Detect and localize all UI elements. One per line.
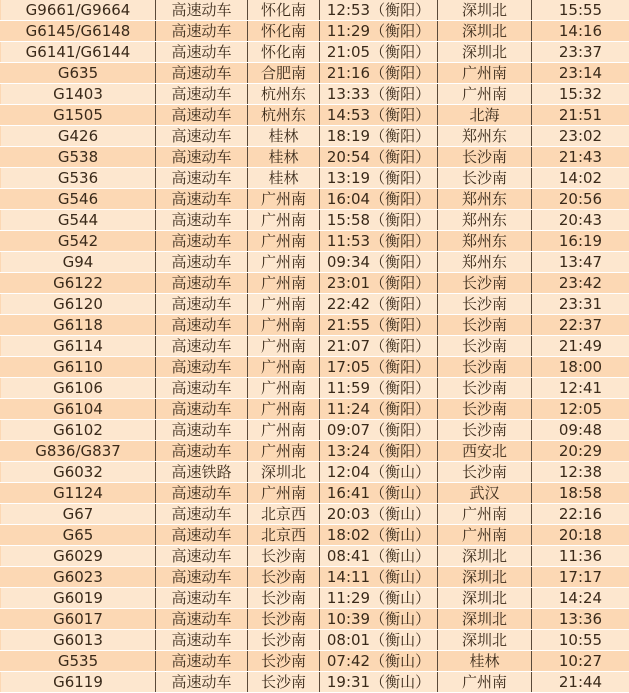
origin-station-cell: 桂林 [248,126,320,147]
arrival-time-cell: 21:51 [532,105,629,126]
arrival-time-cell: 20:29 [532,441,629,462]
train-type-cell: 高速动车 [156,147,248,168]
train-number-cell: G6032 [1,462,156,483]
stop-time-cell: 11:29（衡阳） [320,21,438,42]
table-row [1,147,629,168]
train-number-cell: G6110 [1,357,156,378]
destination-station-cell: 广州南 [438,672,532,693]
arrival-time-cell: 14:02 [532,168,629,189]
stop-time-cell: 21:55（衡阳） [320,315,438,336]
arrival-time-cell: 11:36 [532,546,629,567]
train-number-cell: G6013 [1,630,156,651]
train-type-cell: 高速动车 [156,336,248,357]
origin-station-cell: 北京西 [248,525,320,546]
arrival-time-cell: 23:14 [532,63,629,84]
train-type-cell: 高速动车 [156,63,248,84]
arrival-time-cell: 12:38 [532,462,629,483]
origin-station-cell: 桂林 [248,147,320,168]
train-number-cell: G6017 [1,609,156,630]
table-row [1,21,629,42]
train-number-cell: G6102 [1,420,156,441]
train-type-cell: 高速动车 [156,189,248,210]
destination-station-cell: 长沙南 [438,420,532,441]
train-number-cell: G836/G837 [1,441,156,462]
arrival-time-cell: 10:27 [532,651,629,672]
table-row [1,84,629,105]
timetable-body [1,0,629,693]
arrival-time-cell: 15:32 [532,84,629,105]
origin-station-cell: 广州南 [248,399,320,420]
arrival-time-cell: 20:56 [532,189,629,210]
train-type-cell: 高速动车 [156,504,248,525]
destination-station-cell: 长沙南 [438,294,532,315]
destination-station-cell: 长沙南 [438,273,532,294]
table-row [1,294,629,315]
train-type-cell: 高速动车 [156,378,248,399]
origin-station-cell: 广州南 [248,210,320,231]
train-type-cell: 高速动车 [156,525,248,546]
table-row [1,588,629,609]
origin-station-cell: 广州南 [248,252,320,273]
stop-time-cell: 21:05（衡阳） [320,42,438,63]
origin-station-cell: 北京西 [248,504,320,525]
destination-station-cell: 西安北 [438,441,532,462]
train-type-cell: 高速动车 [156,210,248,231]
train-type-cell: 高速动车 [156,273,248,294]
arrival-time-cell: 16:19 [532,231,629,252]
destination-station-cell: 深圳北 [438,630,532,651]
stop-time-cell: 12:04（衡山） [320,462,438,483]
stop-time-cell: 11:24（衡阳） [320,399,438,420]
train-type-cell: 高速动车 [156,126,248,147]
origin-station-cell: 长沙南 [248,546,320,567]
stop-time-cell: 11:59（衡阳） [320,378,438,399]
train-type-cell: 高速动车 [156,231,248,252]
train-number-cell: G6141/G6144 [1,42,156,63]
arrival-time-cell: 13:36 [532,609,629,630]
origin-station-cell: 怀化南 [248,42,320,63]
arrival-time-cell: 20:43 [532,210,629,231]
train-type-cell: 高速动车 [156,21,248,42]
destination-station-cell: 广州南 [438,63,532,84]
arrival-time-cell: 14:24 [532,588,629,609]
table-row [1,567,629,588]
arrival-time-cell: 14:16 [532,21,629,42]
table-row [1,126,629,147]
table-row [1,189,629,210]
arrival-time-cell: 10:55 [532,630,629,651]
train-type-cell: 高速动车 [156,483,248,504]
train-type-cell: 高速动车 [156,567,248,588]
destination-station-cell: 郑州东 [438,189,532,210]
origin-station-cell: 广州南 [248,273,320,294]
train-number-cell: G426 [1,126,156,147]
train-number-cell: G65 [1,525,156,546]
destination-station-cell: 桂林 [438,651,532,672]
destination-station-cell: 深圳北 [438,588,532,609]
stop-time-cell: 09:07（衡阳） [320,420,438,441]
train-number-cell: G9661/G9664 [1,0,156,21]
train-number-cell: G546 [1,189,156,210]
arrival-time-cell: 21:44 [532,672,629,693]
train-type-cell: 高速动车 [156,441,248,462]
train-type-cell: 高速动车 [156,315,248,336]
destination-station-cell: 北海 [438,105,532,126]
train-type-cell: 高速铁路 [156,462,248,483]
train-number-cell: G6104 [1,399,156,420]
train-type-cell: 高速动车 [156,0,248,21]
origin-station-cell: 广州南 [248,231,320,252]
stop-time-cell: 15:58（衡阳） [320,210,438,231]
table-row [1,672,629,693]
origin-station-cell: 怀化南 [248,0,320,21]
table-row [1,231,629,252]
arrival-time-cell: 21:49 [532,336,629,357]
stop-time-cell: 14:11（衡山） [320,567,438,588]
stop-time-cell: 10:39（衡山） [320,609,438,630]
train-number-cell: G542 [1,231,156,252]
arrival-time-cell: 20:18 [532,525,629,546]
origin-station-cell: 广州南 [248,483,320,504]
table-row [1,546,629,567]
train-number-cell: G1403 [1,84,156,105]
destination-station-cell: 郑州东 [438,126,532,147]
table-row [1,504,629,525]
stop-time-cell: 21:16（衡阳） [320,63,438,84]
table-row [1,462,629,483]
origin-station-cell: 深圳北 [248,462,320,483]
arrival-time-cell: 18:00 [532,357,629,378]
destination-station-cell: 深圳北 [438,609,532,630]
arrival-time-cell: 23:31 [532,294,629,315]
destination-station-cell: 郑州东 [438,231,532,252]
train-number-cell: G6019 [1,588,156,609]
table-row [1,168,629,189]
origin-station-cell: 长沙南 [248,609,320,630]
table-row [1,273,629,294]
train-type-cell: 高速动车 [156,252,248,273]
arrival-time-cell: 17:17 [532,567,629,588]
destination-station-cell: 深圳北 [438,0,532,21]
train-number-cell: G6106 [1,378,156,399]
origin-station-cell: 长沙南 [248,672,320,693]
train-number-cell: G6145/G6148 [1,21,156,42]
table-row [1,483,629,504]
table-row [1,336,629,357]
origin-station-cell: 广州南 [248,294,320,315]
stop-time-cell: 13:24（衡阳） [320,441,438,462]
table-row [1,210,629,231]
stop-time-cell: 13:19（衡阳） [320,168,438,189]
origin-station-cell: 广州南 [248,189,320,210]
table-row [1,651,629,672]
train-number-cell: G1505 [1,105,156,126]
train-type-cell: 高速动车 [156,84,248,105]
origin-station-cell: 广州南 [248,357,320,378]
stop-time-cell: 12:53（衡阳） [320,0,438,21]
destination-station-cell: 武汉 [438,483,532,504]
train-number-cell: G6114 [1,336,156,357]
arrival-time-cell: 22:37 [532,315,629,336]
table-row [1,441,629,462]
destination-station-cell: 广州南 [438,504,532,525]
destination-station-cell: 长沙南 [438,315,532,336]
stop-time-cell: 21:07（衡阳） [320,336,438,357]
origin-station-cell: 广州南 [248,378,320,399]
destination-station-cell: 长沙南 [438,462,532,483]
table-row [1,252,629,273]
stop-time-cell: 22:42（衡阳） [320,294,438,315]
table-row [1,63,629,84]
origin-station-cell: 长沙南 [248,588,320,609]
stop-time-cell: 16:41（衡山） [320,483,438,504]
arrival-time-cell: 22:16 [532,504,629,525]
arrival-time-cell: 12:41 [532,378,629,399]
stop-time-cell: 11:29（衡山） [320,588,438,609]
origin-station-cell: 长沙南 [248,630,320,651]
stop-time-cell: 09:34（衡阳） [320,252,438,273]
table-row [1,357,629,378]
stop-time-cell: 17:05（衡阳） [320,357,438,378]
stop-time-cell: 18:02（衡山） [320,525,438,546]
destination-station-cell: 长沙南 [438,168,532,189]
destination-station-cell: 广州南 [438,525,532,546]
train-number-cell: G6029 [1,546,156,567]
train-number-cell: G67 [1,504,156,525]
origin-station-cell: 杭州东 [248,84,320,105]
stop-time-cell: 08:01（衡山） [320,630,438,651]
train-type-cell: 高速动车 [156,105,248,126]
arrival-time-cell: 23:42 [532,273,629,294]
train-type-cell: 高速动车 [156,609,248,630]
stop-time-cell: 11:53（衡阳） [320,231,438,252]
table-row [1,399,629,420]
origin-station-cell: 长沙南 [248,651,320,672]
arrival-time-cell: 12:05 [532,399,629,420]
train-number-cell: G635 [1,63,156,84]
origin-station-cell: 杭州东 [248,105,320,126]
train-number-cell: G6118 [1,315,156,336]
origin-station-cell: 桂林 [248,168,320,189]
table-row [1,525,629,546]
table-row [1,42,629,63]
table-row [1,0,629,21]
table-row [1,420,629,441]
destination-station-cell: 郑州东 [438,252,532,273]
train-number-cell: G1124 [1,483,156,504]
table-row [1,315,629,336]
train-type-cell: 高速动车 [156,546,248,567]
train-type-cell: 高速动车 [156,357,248,378]
train-type-cell: 高速动车 [156,651,248,672]
destination-station-cell: 长沙南 [438,399,532,420]
stop-time-cell: 20:54（衡阳） [320,147,438,168]
train-number-cell: G535 [1,651,156,672]
train-type-cell: 高速动车 [156,42,248,63]
stop-time-cell: 19:31（衡山） [320,672,438,693]
arrival-time-cell: 23:02 [532,126,629,147]
arrival-time-cell: 21:43 [532,147,629,168]
train-type-cell: 高速动车 [156,630,248,651]
arrival-time-cell: 13:47 [532,252,629,273]
train-number-cell: G544 [1,210,156,231]
table-row [1,105,629,126]
train-number-cell: G6122 [1,273,156,294]
destination-station-cell: 长沙南 [438,336,532,357]
table-row [1,630,629,651]
destination-station-cell: 郑州东 [438,210,532,231]
train-number-cell: G6119 [1,672,156,693]
stop-time-cell: 07:42（衡山） [320,651,438,672]
origin-station-cell: 长沙南 [248,567,320,588]
origin-station-cell: 广州南 [248,441,320,462]
origin-station-cell: 怀化南 [248,21,320,42]
train-number-cell: G538 [1,147,156,168]
train-number-cell: G6120 [1,294,156,315]
arrival-time-cell: 15:55 [532,0,629,21]
stop-time-cell: 16:04（衡阳） [320,189,438,210]
stop-time-cell: 23:01（衡阳） [320,273,438,294]
origin-station-cell: 广州南 [248,336,320,357]
stop-time-cell: 14:53（衡阳） [320,105,438,126]
stop-time-cell: 20:03（衡山） [320,504,438,525]
arrival-time-cell: 23:37 [532,42,629,63]
table-row [1,609,629,630]
origin-station-cell: 广州南 [248,315,320,336]
stop-time-cell: 18:19（衡阳） [320,126,438,147]
destination-station-cell: 长沙南 [438,147,532,168]
table-row [1,378,629,399]
stop-time-cell: 08:41（衡山） [320,546,438,567]
train-number-cell: G6023 [1,567,156,588]
destination-station-cell: 长沙南 [438,378,532,399]
train-type-cell: 高速动车 [156,672,248,693]
train-number-cell: G536 [1,168,156,189]
destination-station-cell: 长沙南 [438,357,532,378]
train-type-cell: 高速动车 [156,294,248,315]
destination-station-cell: 深圳北 [438,21,532,42]
destination-station-cell: 广州南 [438,84,532,105]
origin-station-cell: 广州南 [248,420,320,441]
train-type-cell: 高速动车 [156,420,248,441]
stop-time-cell: 13:33（衡阳） [320,84,438,105]
origin-station-cell: 合肥南 [248,63,320,84]
arrival-time-cell: 18:58 [532,483,629,504]
destination-station-cell: 深圳北 [438,42,532,63]
train-type-cell: 高速动车 [156,399,248,420]
train-number-cell: G94 [1,252,156,273]
train-type-cell: 高速动车 [156,588,248,609]
destination-station-cell: 深圳北 [438,567,532,588]
destination-station-cell: 深圳北 [438,546,532,567]
arrival-time-cell: 09:48 [532,420,629,441]
train-type-cell: 高速动车 [156,168,248,189]
